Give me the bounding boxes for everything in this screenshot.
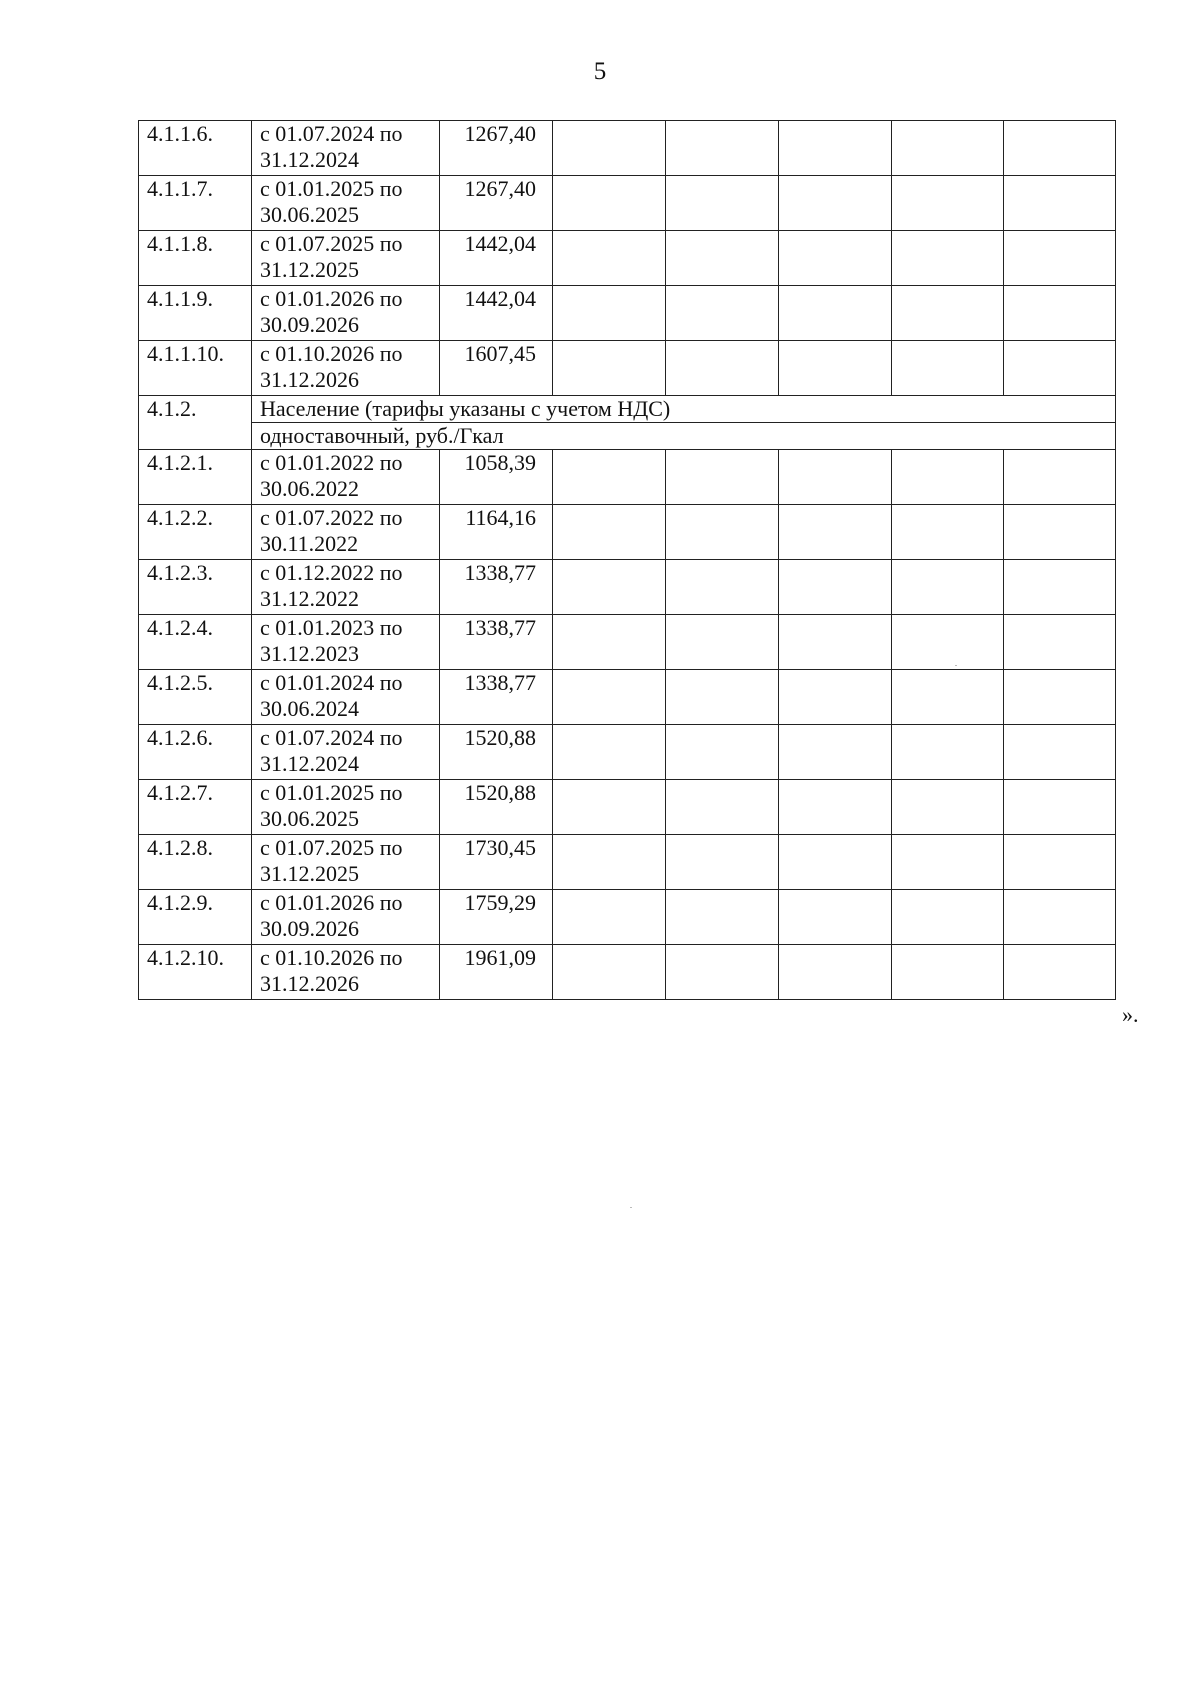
empty-cell (892, 176, 1004, 231)
empty-cell (553, 450, 666, 505)
row-number: 4.1.1.6. (139, 121, 252, 176)
row-tariff-value: 1520,88 (440, 725, 553, 780)
empty-cell (666, 231, 779, 286)
row-period (252, 780, 440, 835)
scan-speck (630, 1207, 632, 1208)
table-row (139, 890, 1116, 945)
row-period (252, 615, 440, 670)
period-start: с 01.01.2022 по (260, 450, 403, 475)
row-number: 4.1.2.2. (139, 505, 252, 560)
table-row (139, 725, 1116, 780)
row-number: 4.1.2.4. (139, 615, 252, 670)
empty-cell (666, 725, 779, 780)
row-tariff-value: 1607,45 (440, 341, 553, 396)
table-row (139, 286, 1116, 341)
table-row (139, 615, 1116, 670)
empty-cell (1004, 835, 1116, 890)
empty-cell (666, 890, 779, 945)
empty-cell (666, 835, 779, 890)
empty-cell (666, 286, 779, 341)
empty-cell (1004, 450, 1116, 505)
period-end: 30.09.2026 (260, 916, 359, 941)
empty-cell (779, 231, 892, 286)
period-start: с 01.07.2024 по (260, 121, 403, 146)
row-tariff-value: 1759,29 (440, 890, 553, 945)
row-tariff-value: 1338,77 (440, 615, 553, 670)
empty-cell (553, 231, 666, 286)
empty-cell (553, 945, 666, 1000)
empty-cell (553, 286, 666, 341)
row-number: 4.1.2.1. (139, 450, 252, 505)
period-start: с 01.07.2022 по (260, 505, 403, 530)
row-period (252, 286, 440, 341)
empty-cell (892, 505, 1004, 560)
empty-cell (666, 670, 779, 725)
row-number: 4.1.2.8. (139, 835, 252, 890)
empty-cell (666, 450, 779, 505)
empty-cell (892, 945, 1004, 1000)
empty-cell (779, 560, 892, 615)
group-header-row (139, 396, 1116, 423)
empty-cell (892, 835, 1004, 890)
empty-cell (779, 176, 892, 231)
group-number: 4.1.2. (139, 396, 252, 450)
empty-cell (1004, 725, 1116, 780)
period-start: с 01.01.2025 по (260, 780, 403, 805)
empty-cell (1004, 560, 1116, 615)
period-end: 30.06.2025 (260, 202, 359, 227)
empty-cell (892, 560, 1004, 615)
period-start: с 01.07.2025 по (260, 835, 403, 860)
empty-cell (779, 835, 892, 890)
empty-cell (779, 615, 892, 670)
period-start: с 01.10.2026 по (260, 341, 403, 366)
row-period (252, 450, 440, 505)
scan-speck (955, 665, 957, 666)
period-end: 30.06.2025 (260, 806, 359, 831)
row-period (252, 505, 440, 560)
period-start: с 01.01.2026 по (260, 286, 403, 311)
empty-cell (779, 780, 892, 835)
group-unit: одноставочный, руб./Гкал (252, 423, 1116, 450)
empty-cell (553, 341, 666, 396)
row-tariff-value: 1164,16 (440, 505, 553, 560)
empty-cell (892, 615, 1004, 670)
empty-cell (892, 341, 1004, 396)
empty-cell (666, 341, 779, 396)
empty-cell (553, 725, 666, 780)
row-period (252, 890, 440, 945)
empty-cell (553, 560, 666, 615)
row-tariff-value: 1961,09 (440, 945, 553, 1000)
empty-cell (1004, 231, 1116, 286)
empty-cell (779, 450, 892, 505)
period-end: 31.12.2024 (260, 751, 359, 776)
row-tariff-value: 1338,77 (440, 560, 553, 615)
empty-cell (553, 780, 666, 835)
period-start: с 01.01.2025 по (260, 176, 403, 201)
period-end: 30.09.2026 (260, 312, 359, 337)
empty-cell (553, 121, 666, 176)
empty-cell (892, 286, 1004, 341)
row-number: 4.1.2.7. (139, 780, 252, 835)
period-end: 30.06.2022 (260, 476, 359, 501)
empty-cell (666, 121, 779, 176)
row-number: 4.1.2.3. (139, 560, 252, 615)
row-number: 4.1.2.5. (139, 670, 252, 725)
table-row (139, 341, 1116, 396)
tariff-rows-section-2 (139, 450, 1116, 1000)
row-tariff-value: 1267,40 (440, 121, 553, 176)
row-tariff-value: 1442,04 (440, 231, 553, 286)
row-number: 4.1.1.10. (139, 341, 252, 396)
row-tariff-value: 1338,77 (440, 670, 553, 725)
row-tariff-value: 1058,39 (440, 450, 553, 505)
period-start: с 01.01.2024 по (260, 670, 403, 695)
period-start: с 01.07.2025 по (260, 231, 403, 256)
empty-cell (892, 450, 1004, 505)
row-tariff-value: 1267,40 (440, 176, 553, 231)
empty-cell (892, 890, 1004, 945)
row-period (252, 835, 440, 890)
empty-cell (1004, 890, 1116, 945)
page-number: 5 (593, 58, 607, 85)
table-row (139, 835, 1116, 890)
empty-cell (779, 945, 892, 1000)
group-header-section (139, 396, 1116, 450)
period-end: 31.12.2022 (260, 586, 359, 611)
row-period (252, 121, 440, 176)
empty-cell (553, 505, 666, 560)
period-end: 30.06.2024 (260, 696, 359, 721)
row-period (252, 176, 440, 231)
row-number: 4.1.2.6. (139, 725, 252, 780)
empty-cell (666, 945, 779, 1000)
row-tariff-value: 1442,04 (440, 286, 553, 341)
row-number: 4.1.2.10. (139, 945, 252, 1000)
empty-cell (666, 615, 779, 670)
closing-quote: ». (1122, 1002, 1139, 1027)
empty-cell (779, 670, 892, 725)
period-end: 31.12.2026 (260, 367, 359, 392)
row-period (252, 341, 440, 396)
empty-cell (666, 780, 779, 835)
row-number: 4.1.1.8. (139, 231, 252, 286)
empty-cell (1004, 121, 1116, 176)
period-end: 30.11.2022 (260, 531, 359, 556)
empty-cell (892, 780, 1004, 835)
row-tariff-value: 1520,88 (440, 780, 553, 835)
row-number: 4.1.1.7. (139, 176, 252, 231)
empty-cell (892, 725, 1004, 780)
empty-cell (1004, 670, 1116, 725)
table-row (139, 231, 1116, 286)
period-start: с 01.12.2022 по (260, 560, 403, 585)
empty-cell (666, 176, 779, 231)
empty-cell (892, 670, 1004, 725)
period-end: 31.12.2026 (260, 971, 359, 996)
empty-cell (1004, 780, 1116, 835)
period-end: 31.12.2025 (260, 257, 359, 282)
period-start: с 01.01.2026 по (260, 890, 403, 915)
empty-cell (666, 560, 779, 615)
empty-cell (553, 615, 666, 670)
group-subheader-row (139, 423, 1116, 450)
empty-cell (553, 670, 666, 725)
row-period (252, 560, 440, 615)
row-tariff-value: 1730,45 (440, 835, 553, 890)
empty-cell (779, 725, 892, 780)
table-row (139, 121, 1116, 176)
tariff-table (138, 120, 1116, 1000)
period-start: с 01.10.2026 по (260, 945, 403, 970)
empty-cell (1004, 286, 1116, 341)
empty-cell (892, 121, 1004, 176)
empty-cell (779, 121, 892, 176)
table-row (139, 670, 1116, 725)
empty-cell (553, 835, 666, 890)
empty-cell (553, 890, 666, 945)
row-period (252, 725, 440, 780)
empty-cell (1004, 176, 1116, 231)
empty-cell (553, 176, 666, 231)
empty-cell (779, 341, 892, 396)
period-end: 31.12.2025 (260, 861, 359, 886)
period-end: 31.12.2024 (260, 147, 359, 172)
row-number: 4.1.2.9. (139, 890, 252, 945)
row-period (252, 670, 440, 725)
table-row (139, 780, 1116, 835)
empty-cell (1004, 615, 1116, 670)
tariff-rows-section-1 (139, 121, 1116, 396)
empty-cell (1004, 505, 1116, 560)
empty-cell (1004, 341, 1116, 396)
table-row (139, 945, 1116, 1000)
group-title: Население (тарифы указаны с учетом НДС) (252, 396, 1116, 423)
table-row (139, 450, 1116, 505)
empty-cell (779, 286, 892, 341)
empty-cell (779, 890, 892, 945)
table-row (139, 505, 1116, 560)
table-row (139, 176, 1116, 231)
row-number: 4.1.1.9. (139, 286, 252, 341)
period-start: с 01.01.2023 по (260, 615, 403, 640)
row-period (252, 231, 440, 286)
empty-cell (666, 505, 779, 560)
empty-cell (1004, 945, 1116, 1000)
empty-cell (779, 505, 892, 560)
period-start: с 01.07.2024 по (260, 725, 403, 750)
row-period (252, 945, 440, 1000)
empty-cell (892, 231, 1004, 286)
period-end: 31.12.2023 (260, 641, 359, 666)
table-row (139, 560, 1116, 615)
